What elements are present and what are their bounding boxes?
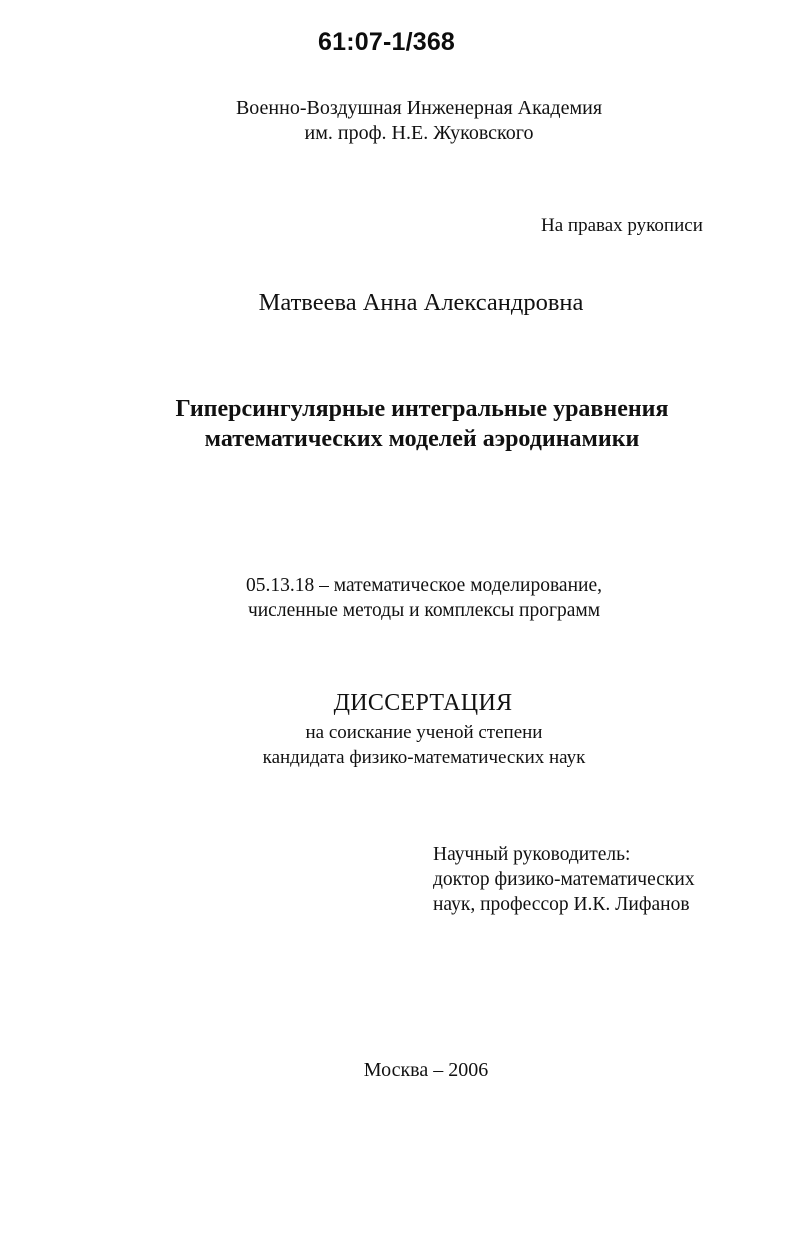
specialty-line-1: 05.13.18 – математическое моделирование, [246,575,602,596]
specialty-block [0,573,796,623]
institution-name: Военно-Воздушная Инженерная Академия [235,97,603,119]
advisor-name: наук, профессор И.К. Лифанов [433,894,690,915]
title-line-1: Гиперсингулярные интегральные уравнения [175,396,669,422]
advisor-block [433,842,695,917]
institution-block [0,96,796,146]
dissertation-heading: ДИССЕРТАЦИЯ [333,690,513,716]
archive-code: 61:07-1/368 [318,28,456,56]
specialty-line-2: численные методы и комплексы программ [247,600,601,621]
city-year: Москва – 2006 [363,1059,489,1081]
author-name: Матвеева Анна Александровна [258,289,584,316]
title-line-2: математических моделей аэродинамики [204,426,640,452]
manuscript-note: На правах рукописи [541,215,703,236]
advisor-label: Научный руководитель: [433,844,631,865]
degree-line-1: на соискание ученой степени [305,722,543,743]
degree-block [0,720,796,770]
institution-dedication: им. проф. Н.Е. Жуковского [304,122,534,144]
degree-line-2: кандидата физико-математических наук [262,747,586,768]
dissertation-title [0,394,796,454]
advisor-degree: доктор физико-математических [433,869,695,890]
